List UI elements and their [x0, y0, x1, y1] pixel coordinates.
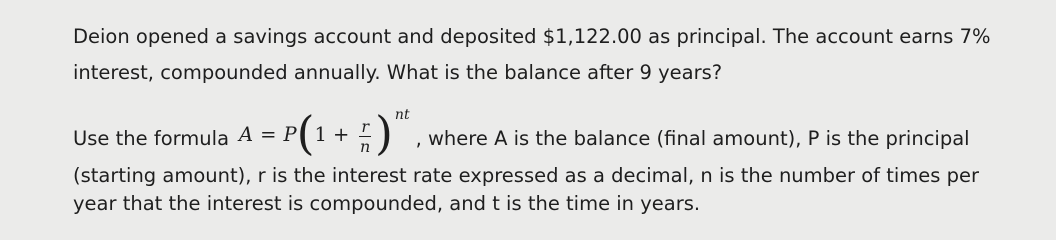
formula-numerator-r: r — [361, 116, 369, 136]
formula-exponent: nt — [394, 107, 410, 123]
formula-denominator-n: n — [359, 136, 371, 156]
formula-intro: Use the formula — [73, 127, 230, 150]
problem-line-2: interest, compounded annually. What is the balance after 9 years? — [73, 61, 723, 84]
formula-close-paren: ) — [374, 106, 393, 160]
formula-equals: = — [260, 123, 277, 146]
formula-var-A: A — [239, 123, 254, 146]
formula-one: 1 — [314, 123, 327, 146]
formula-line — [73, 106, 970, 162]
formula-open-paren: ( — [296, 106, 315, 160]
problem-line-1: Deion opened a savings account and deposited $1,122.00 as principal. The account earns 7% — [73, 25, 991, 48]
formula-fraction — [359, 118, 371, 155]
compound-interest-formula — [239, 106, 410, 160]
formula-trailing-text: , where A is the balance (final amount), P is the principal — [415, 127, 970, 150]
formula-plus: + — [332, 123, 350, 146]
explanation-line-1: (starting amount), r is the interest rate expressed as a decimal, n is the number of times per — [73, 164, 980, 187]
formula-var-P: P — [283, 123, 297, 146]
explanation-line-2: year that the interest is compounded, and t is the time in years. — [73, 192, 701, 215]
